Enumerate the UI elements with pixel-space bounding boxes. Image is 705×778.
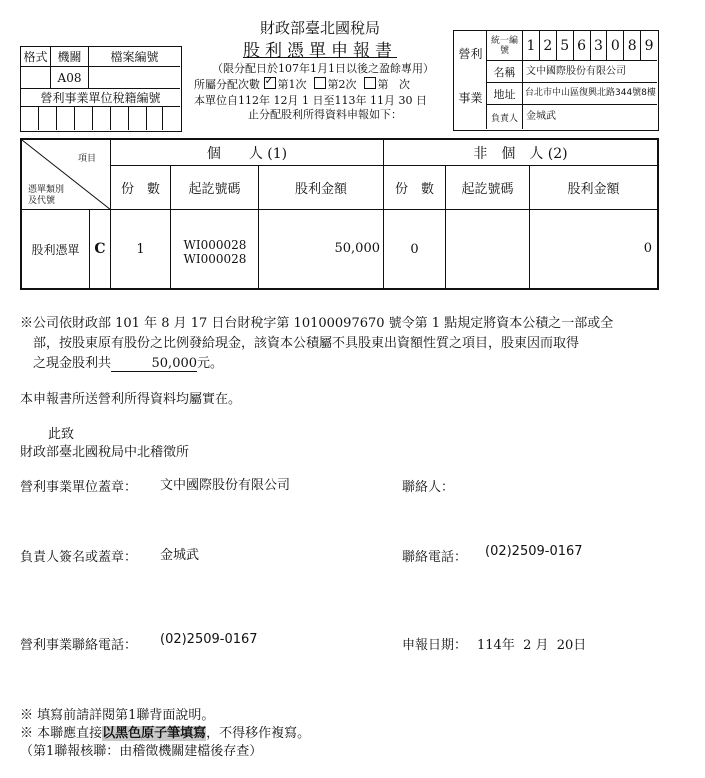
footer-note-3: （第1聯報核聯：由稽徵機關建檔後存查） xyxy=(20,744,263,759)
non-count-header: 份 數 xyxy=(384,166,446,210)
period-mid: 至 xyxy=(323,94,335,107)
company-side xyxy=(454,31,487,129)
ind-serial-cell xyxy=(171,210,259,288)
footer-note-2 xyxy=(20,722,310,741)
period-prefix: 本單位自 xyxy=(194,94,238,107)
tax-reg-digit xyxy=(21,107,39,130)
contact-phone-value: (02)2509-0167 xyxy=(485,544,583,559)
ind-amount-header: 股利金額 xyxy=(259,166,384,210)
batch-line xyxy=(194,76,456,92)
ubn-digit: 0 xyxy=(607,31,624,60)
agency-label: 機關 xyxy=(51,47,89,67)
ubn-digit: 5 xyxy=(557,31,574,60)
ind-serial-to: WI000028 xyxy=(183,252,247,266)
note-amount: 50,000 xyxy=(111,356,197,372)
batch-2-checkbox[interactable] xyxy=(314,77,326,89)
row-code: C xyxy=(90,210,111,288)
company-address: 台北市中山區復興北路344號8樓 xyxy=(523,83,657,105)
period-to: 113年 11月 30 日 xyxy=(334,94,427,107)
dividend-table xyxy=(20,138,659,290)
file-number-cell xyxy=(89,67,180,89)
address-label: 地址 xyxy=(487,83,523,105)
company-side-label-1: 營利 xyxy=(458,47,483,61)
non-serial-header: 起訖號碼 xyxy=(446,166,530,210)
ubn-digit: 3 xyxy=(591,31,608,60)
company-seal-value: 文中國際股份有限公司 xyxy=(160,478,291,493)
note-line-2: 部，按股東原有股份之比例發給現金，該資本公積屬不具股東出資額性質之項目，股東因而取得 xyxy=(33,336,580,351)
footer-note-2-suffix: ，不得移作複寫。 xyxy=(206,726,311,741)
company-box xyxy=(453,30,659,131)
note-line-3-suffix: 元。 xyxy=(197,356,224,371)
filing-date-value: 114年 2 月 20日 xyxy=(477,638,587,653)
form-title: 股利憑單申報書 xyxy=(243,40,397,61)
tax-reg-digit xyxy=(75,107,93,130)
ubn-digit: 2 xyxy=(540,31,557,60)
ind-count: 1 xyxy=(111,210,171,288)
non-amount-header: 股利金額 xyxy=(530,166,657,210)
corner-bottom-label-1: 憑單類別 xyxy=(28,185,65,195)
batch-3-suffix: 次 xyxy=(399,78,410,91)
non-serial xyxy=(446,210,530,288)
owner-sign-label: 負責人簽名或蓋章： xyxy=(20,550,138,565)
tax-id-box xyxy=(20,46,182,132)
non-amount: 0 xyxy=(643,241,652,256)
owner-sign-value: 金城武 xyxy=(160,548,200,563)
ubn-digit: 6 xyxy=(574,31,591,60)
footer-note-1: ※ 填寫前請詳閱第1聯背面說明。 xyxy=(20,708,215,723)
ind-count-header: 份 數 xyxy=(111,166,171,210)
company-seal-label: 營利事業單位蓋章： xyxy=(20,480,138,495)
contact-label: 聯絡人： xyxy=(402,480,455,495)
tax-reg-digit xyxy=(147,107,163,130)
non-count: 0 xyxy=(384,210,446,288)
batch-1-label: 第1次 xyxy=(277,78,307,91)
biz-phone-label: 營利事業聯絡電話： xyxy=(20,638,138,653)
file-number-label: 檔案編號 xyxy=(89,47,180,67)
ubn-digits xyxy=(523,31,657,61)
form-subtitle: （限分配日於107年1月1日以後之盈餘專用） xyxy=(212,62,434,75)
owner-name: 金城武 xyxy=(526,111,556,122)
format-cell xyxy=(21,67,51,89)
format-code: A08 xyxy=(51,67,89,89)
note-line-1: ※公司依財政部 101 年 8 月 17 日台財稅字第 10100097670 號令第 1 點規定將資本公積之一部或全 xyxy=(20,316,614,331)
tax-reg-label: 營利事業單位稅籍編號 xyxy=(21,89,180,107)
corner-top-label: 項目 xyxy=(78,154,97,164)
declaration: 本申報書所送營利所得資料均屬實在。 xyxy=(20,392,242,407)
table-corner xyxy=(22,140,111,210)
batch-1-checkbox[interactable] xyxy=(264,77,276,89)
footer-highlight: 以黑色原子筆填寫 xyxy=(102,726,207,741)
name-label: 名稱 xyxy=(487,61,523,83)
tax-reg-digit xyxy=(129,107,147,130)
ind-amount: 50,000 xyxy=(259,210,384,288)
salutation: 此致 xyxy=(48,427,75,442)
tax-reg-digit xyxy=(57,107,75,130)
period-from: 112年 12月 1 日 xyxy=(238,94,324,107)
ubn-digit: 9 xyxy=(644,37,654,54)
footer-note-2-prefix: ※ 本聯應直接 xyxy=(20,726,103,741)
note-line-3-prefix: 之現金股利共 xyxy=(33,356,112,371)
recipient-office: 財政部臺北國稅局中北稽徵所 xyxy=(20,445,190,460)
note-line-3 xyxy=(33,352,693,372)
batch-3-checkbox[interactable] xyxy=(364,77,376,89)
contact-phone-label: 聯絡電話： xyxy=(402,550,468,565)
batch-label: 所屬分配次數 xyxy=(194,78,260,91)
biz-phone-value: (02)2509-0167 xyxy=(160,632,258,647)
company-name: 文中國際股份有限公司 xyxy=(523,61,657,83)
owner-label: 負責人 xyxy=(487,105,523,129)
ubn-label: 統一編號 xyxy=(487,31,523,61)
filing-date-label: 申報日期： xyxy=(402,638,468,653)
format-label: 格式 xyxy=(21,47,51,67)
tax-reg-digit xyxy=(93,107,111,130)
tax-reg-digit xyxy=(39,107,57,130)
batch-2-label: 第2次 xyxy=(327,78,357,91)
non-individual-header: 非 個 人 (2) xyxy=(384,140,657,166)
batch-3-label: 第 xyxy=(377,78,389,91)
company-side-label-2: 事業 xyxy=(458,91,483,105)
ind-serial-header: 起訖號碼 xyxy=(171,166,259,210)
individual-header: 個 人 (1) xyxy=(111,140,384,166)
period-suffix: 止分配股利所得資料申報如下： xyxy=(248,108,402,121)
tax-reg-digit xyxy=(111,107,129,130)
row-label: 股利憑單 xyxy=(22,210,90,288)
corner-bottom-label-2: 及代號 xyxy=(28,196,56,206)
agency-title: 財政部臺北國稅局 xyxy=(259,18,380,37)
ind-serial-from: WI000028 xyxy=(183,238,247,252)
ubn-digit: 1 xyxy=(523,31,540,60)
ubn-digit: 8 xyxy=(624,31,641,60)
